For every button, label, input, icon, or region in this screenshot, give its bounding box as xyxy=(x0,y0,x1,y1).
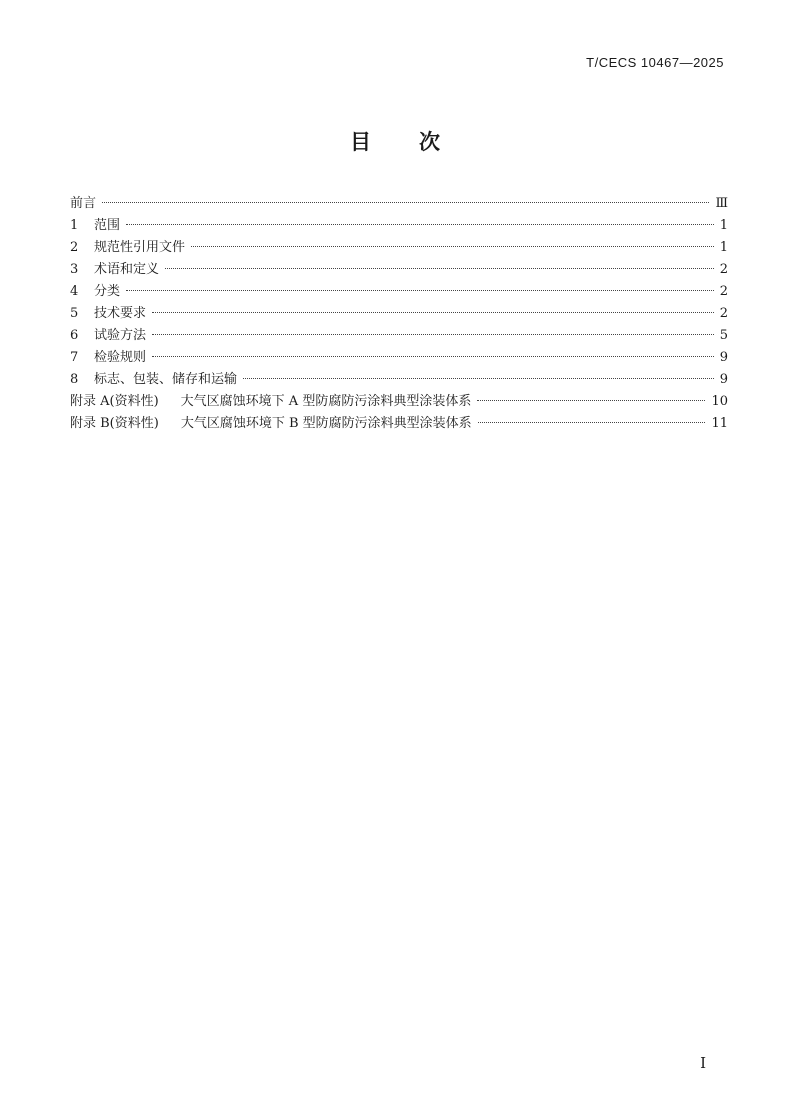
toc-title: 大气区腐蚀环境下 B 型防腐防污涂料典型涂装体系 xyxy=(180,416,472,431)
toc-number: 6 xyxy=(70,328,79,343)
toc-page: 1 xyxy=(719,218,728,233)
toc-title: 技术要求 xyxy=(94,306,147,321)
toc-entry-4[interactable] xyxy=(70,281,728,303)
toc-appendix-label: 附录 B(资料性) xyxy=(70,416,159,431)
toc-entry-5[interactable] xyxy=(70,303,728,325)
toc-page: 11 xyxy=(711,416,728,431)
toc-title: 术语和定义 xyxy=(94,262,160,277)
toc-page: 2 xyxy=(719,262,728,277)
page-number: I xyxy=(700,1054,706,1072)
toc-number: 3 xyxy=(70,262,79,277)
toc-title: 范围 xyxy=(94,218,121,233)
toc-title: 大气区腐蚀环境下 A 型防腐防污涂料典型涂装体系 xyxy=(180,394,472,409)
toc-page: 9 xyxy=(719,350,728,365)
page-title xyxy=(0,126,790,156)
toc-leader-dots xyxy=(126,224,714,225)
toc-page: 5 xyxy=(719,328,728,343)
toc-title: 规范性引用文件 xyxy=(94,240,186,255)
standard-number: T/CECS 10467—2025 xyxy=(586,55,724,70)
title-part-1: 目 xyxy=(350,130,371,154)
toc-number: 4 xyxy=(70,284,79,299)
toc-title: 试验方法 xyxy=(94,328,147,343)
toc-title: 前言 xyxy=(70,196,97,211)
toc-entry-3[interactable] xyxy=(70,259,728,281)
toc-leader-dots xyxy=(191,246,714,247)
toc-entry-6[interactable] xyxy=(70,325,728,347)
toc-title: 分类 xyxy=(94,284,121,299)
toc-entry-appendix-a[interactable] xyxy=(70,391,728,413)
toc-entry-2[interactable] xyxy=(70,237,728,259)
toc-leader-dots xyxy=(477,400,705,401)
toc-leader-dots xyxy=(152,356,714,357)
toc-leader-dots xyxy=(102,202,709,203)
toc-leader-dots xyxy=(152,312,714,313)
toc-leader-dots xyxy=(478,422,706,423)
toc-leader-dots xyxy=(126,290,714,291)
toc-page: 9 xyxy=(719,372,728,387)
toc-leader-dots xyxy=(165,268,714,269)
toc-leader-dots xyxy=(152,334,714,335)
toc-entry-8[interactable] xyxy=(70,369,728,391)
title-part-2: 次 xyxy=(419,130,440,154)
toc-number: 7 xyxy=(70,350,79,365)
toc-number: 2 xyxy=(70,240,79,255)
toc-appendix-label: 附录 A(资料性) xyxy=(70,394,159,409)
toc-entry-7[interactable] xyxy=(70,347,728,369)
toc-page: 2 xyxy=(719,284,728,299)
toc-leader-dots xyxy=(243,378,714,379)
table-of-contents xyxy=(70,193,728,435)
toc-page: Ⅲ xyxy=(715,196,728,211)
toc-number: 8 xyxy=(70,372,79,387)
toc-number: 5 xyxy=(70,306,79,321)
toc-page: 1 xyxy=(719,240,728,255)
toc-page: 2 xyxy=(719,306,728,321)
toc-number: 1 xyxy=(70,218,79,233)
toc-entry-appendix-b[interactable] xyxy=(70,413,728,435)
toc-title: 检验规则 xyxy=(94,350,147,365)
toc-page: 10 xyxy=(711,394,728,409)
toc-title: 标志、包装、储存和运输 xyxy=(94,372,238,387)
toc-entry-1[interactable] xyxy=(70,215,728,237)
toc-entry-foreword[interactable] xyxy=(70,193,728,215)
